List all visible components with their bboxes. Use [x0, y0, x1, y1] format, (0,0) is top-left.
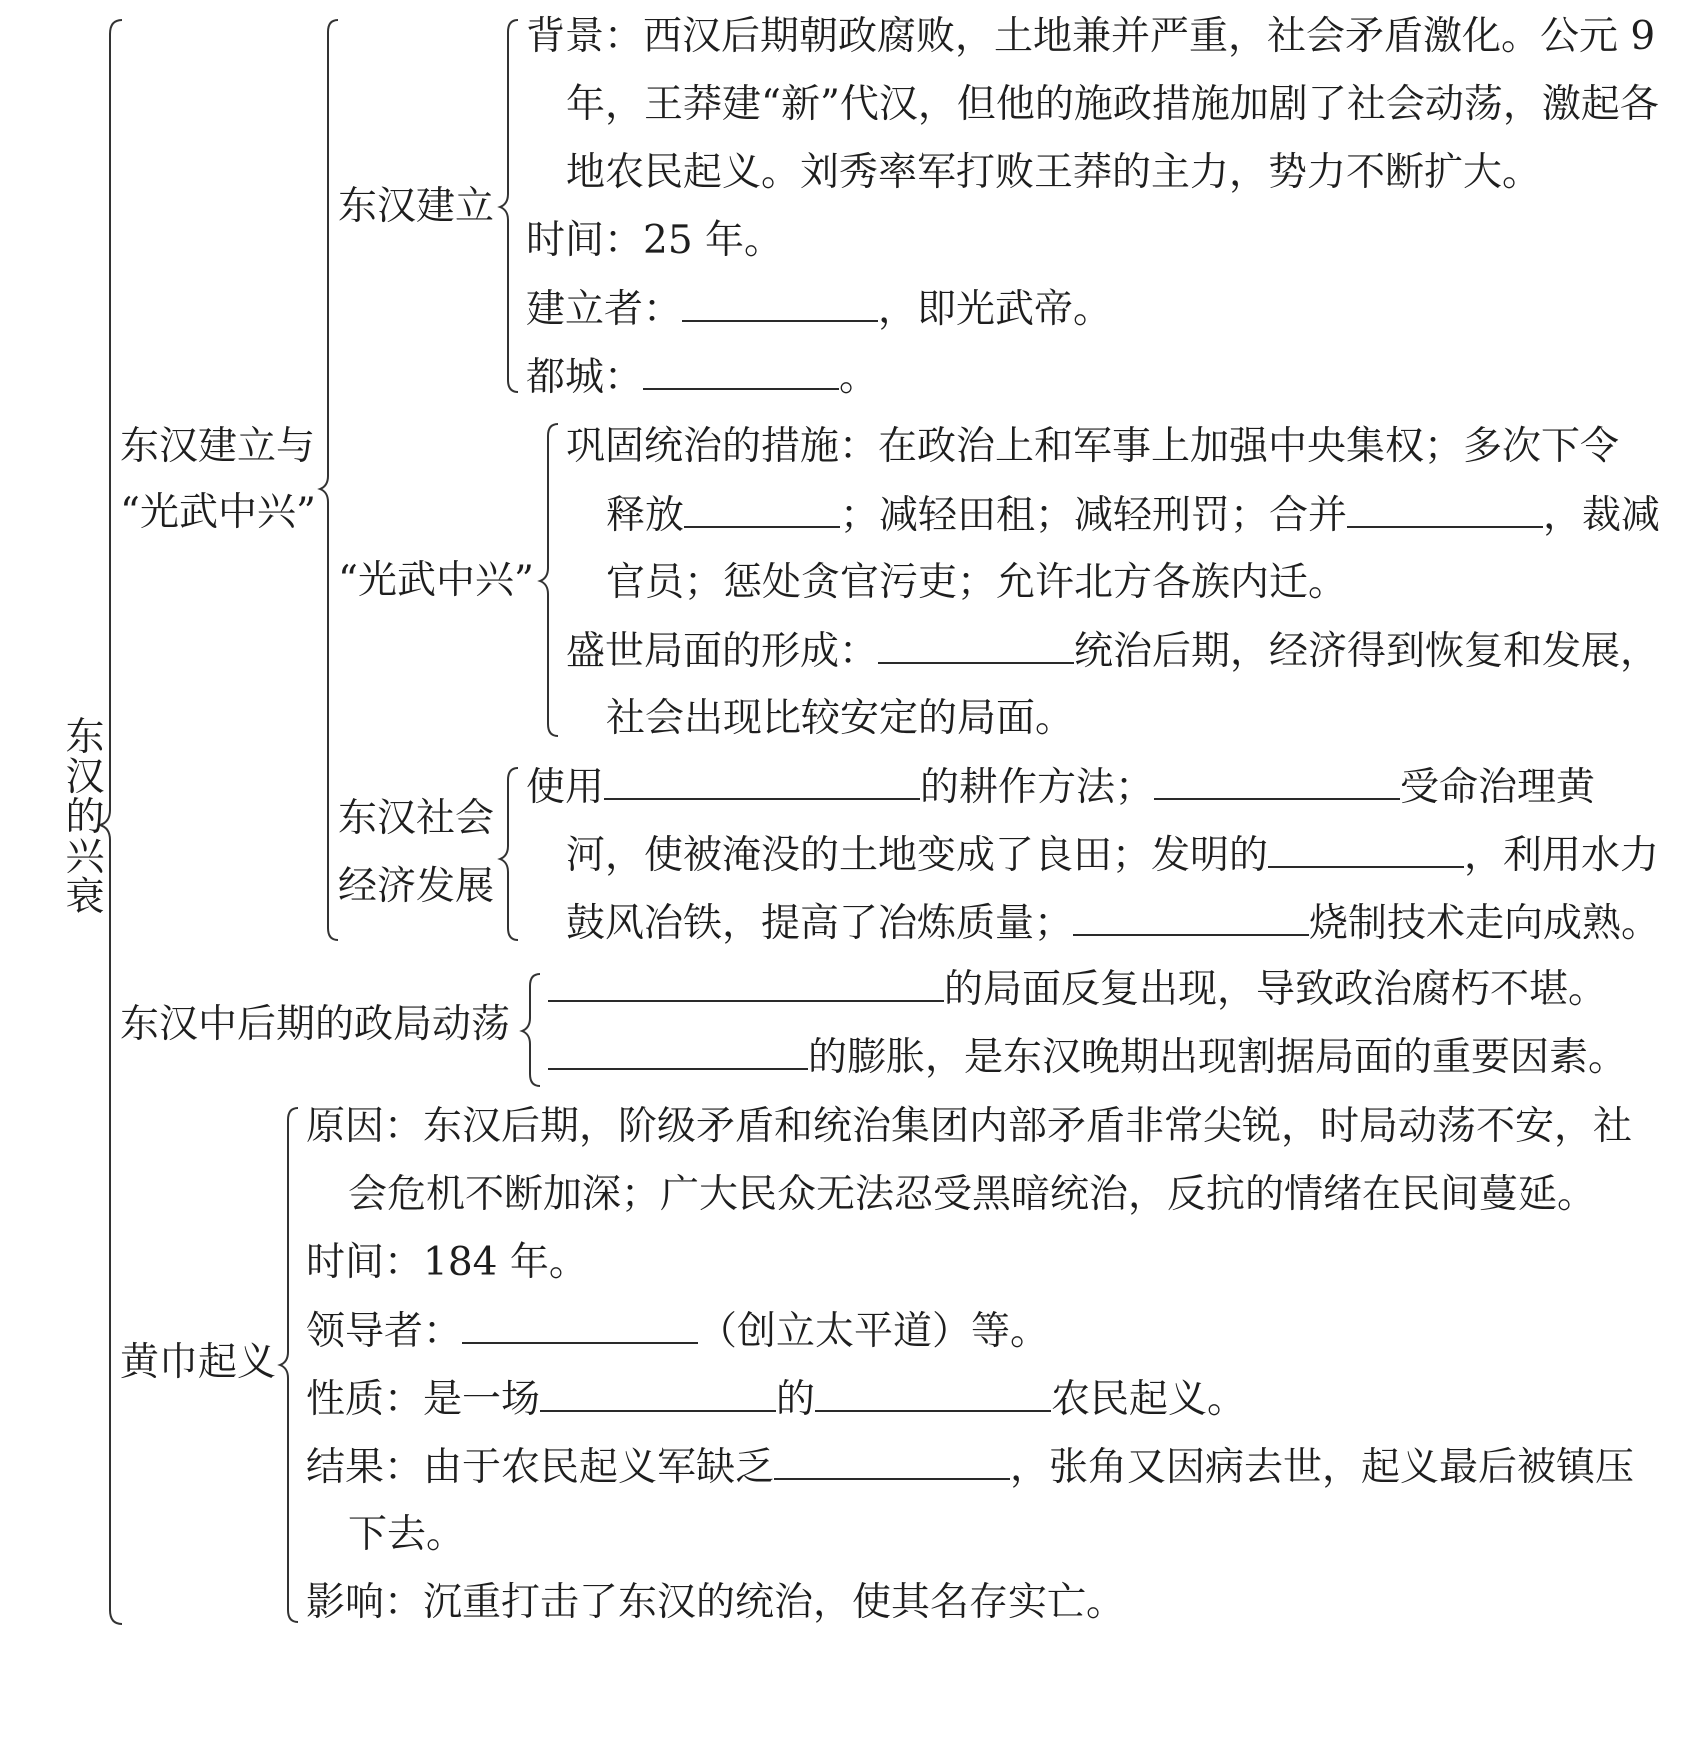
sec2-item2-suffix: 的膨胀，是东汉晚期出现割据局面的重要因素。: [808, 1035, 1628, 1080]
sec1-title-line1: 东汉建立与: [120, 424, 316, 469]
economy-l2-b: ，利用水力: [1464, 833, 1660, 878]
sec3-title: 黄巾起义: [120, 1340, 277, 1385]
founding-time: 时间：25 年。: [526, 218, 784, 263]
merge-blank[interactable]: [1347, 492, 1543, 528]
sec2-brace: [522, 974, 540, 1086]
uprising-result-line2: 下去。: [348, 1512, 466, 1557]
economy-l1-b: 的耕作方法；: [920, 765, 1155, 810]
nature-prefix: 性质：是一场: [306, 1377, 541, 1422]
founder-suffix: ，即光武帝。: [878, 287, 1113, 332]
capital-suffix: 。: [839, 355, 879, 400]
revival-prosperity-line2: 社会出现比较安定的局面。: [606, 696, 1075, 741]
political-situation-blank[interactable]: [548, 966, 944, 1002]
economy-label-line1: 东汉社会: [338, 796, 495, 841]
founding-capital: [526, 354, 878, 401]
founder-prefix: 建立者：: [526, 287, 683, 332]
economy-l2-a: 河，使被淹没的土地变成了良田；发明的: [566, 833, 1269, 878]
invention-blank[interactable]: [1268, 832, 1464, 868]
sec2-item1: [548, 966, 1607, 1013]
nature-mid: 的: [776, 1377, 816, 1422]
economy-label-line2: 经济发展: [338, 864, 495, 909]
release-blank[interactable]: [684, 492, 840, 528]
yellow-river-person-blank[interactable]: [1154, 764, 1400, 800]
economy-line3: [566, 900, 1660, 947]
leader-blank[interactable]: [462, 1308, 698, 1344]
uprising-leader: [306, 1308, 1049, 1355]
uprising-cause-line2: 会危机不断加深；广大民众无法忍受黑暗统治，反抗的情绪在民间蔓延。: [348, 1172, 1597, 1217]
capital-blank[interactable]: [643, 354, 839, 390]
sec3-brace: [280, 1108, 298, 1622]
founder-blank[interactable]: [682, 286, 878, 322]
founding-background-line2: 年，王莽建“新”代汉，但他的施政措施加剧了社会动荡，激起各: [566, 82, 1659, 127]
sec2-item1-suffix: 的局面反复出现，导致政治腐朽不堪。: [944, 967, 1608, 1012]
economy-l1-a: 使用: [526, 765, 605, 810]
founding-background-line3: 地农民起义。刘秀率军打败王莽的主力，势力不断扩大。: [566, 150, 1542, 195]
nature-suffix: 农民起义。: [1051, 1377, 1247, 1422]
root-title: 东汉的兴衰: [65, 715, 105, 920]
expansion-blank[interactable]: [548, 1034, 808, 1070]
uprising-nature: [306, 1376, 1246, 1423]
uprising-cause-line1: 原因：东汉后期，阶级矛盾和统治集团内部矛盾非常尖锐，时局动荡不安，社: [306, 1104, 1633, 1149]
revival-measures-line2: [606, 492, 1660, 539]
founding-brace: [500, 20, 518, 392]
measures-l2-c: ，裁减: [1543, 493, 1661, 538]
economy-line1: [526, 764, 1595, 811]
result-suffix: ，张角又因病去世，起义最后被镇压: [1010, 1445, 1635, 1490]
sec2-item2: [548, 1034, 1627, 1081]
result-prefix: 结果：由于农民起义军缺乏: [306, 1445, 775, 1490]
economy-l1-c: 受命治理黄: [1400, 765, 1596, 810]
capital-prefix: 都城：: [526, 355, 644, 400]
result-blank[interactable]: [774, 1444, 1010, 1480]
prosperity-blank[interactable]: [878, 628, 1074, 664]
revival-measures-line1: 巩固统治的措施：在政治上和军事上加强中央集权；多次下令: [566, 424, 1620, 469]
nature-blank-1[interactable]: [540, 1376, 776, 1412]
founding-label: 东汉建立: [338, 184, 495, 229]
economy-line2: [566, 832, 1659, 879]
sec2-title: 东汉中后期的政局动荡: [120, 1002, 511, 1047]
uprising-impact: 影响：沉重打击了东汉的统治，使其名存实亡。: [306, 1580, 1126, 1625]
sec1-brace: [320, 20, 338, 940]
revival-measures-line3: 官员；惩处贪官污吏；允许北方各族内迁。: [606, 560, 1348, 605]
leader-prefix: 领导者：: [306, 1309, 463, 1354]
economy-brace: [500, 768, 518, 940]
revival-brace: [540, 424, 558, 736]
firing-tech-blank[interactable]: [1073, 900, 1309, 936]
economy-l3-a: 鼓风冶铁，提高了冶炼质量；: [566, 901, 1074, 946]
revival-prosperity-line1: [566, 628, 1659, 675]
economy-l3-b: 烧制技术走向成熟。: [1309, 901, 1661, 946]
revival-label: “光武中兴”: [338, 558, 534, 603]
farming-method-blank[interactable]: [604, 764, 920, 800]
measures-l2-b: ；减轻田租；减轻刑罚；合并: [840, 493, 1348, 538]
prosperity-suffix: 统治后期，经济得到恢复和发展，: [1074, 629, 1660, 674]
founding-founder: [526, 286, 1112, 333]
leader-suffix: （创立太平道）等。: [698, 1309, 1050, 1354]
uprising-result-line1: [306, 1444, 1634, 1491]
nature-blank-2[interactable]: [815, 1376, 1051, 1412]
prosperity-prefix: 盛世局面的形成：: [566, 629, 879, 674]
founding-background-line1: 背景：西汉后期朝政腐败，土地兼并严重，社会矛盾激化。公元 9: [526, 14, 1656, 59]
measures-l2-a: 释放: [606, 493, 685, 538]
uprising-time: 时间：184 年。: [306, 1240, 588, 1285]
sec1-title-line2: “光武中兴”: [120, 490, 316, 535]
